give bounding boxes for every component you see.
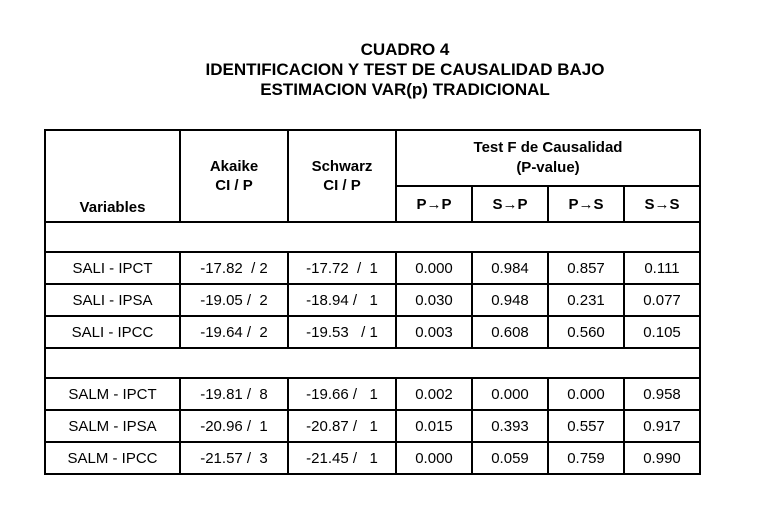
header-s-to-s: S→S bbox=[624, 186, 700, 222]
cell-akaike: -20.96 / 1 bbox=[180, 410, 288, 442]
cell-variable: SALI - IPSA bbox=[45, 284, 180, 316]
title-line-1: CUADRO 4 bbox=[360, 40, 450, 59]
header-variables: Variables bbox=[45, 130, 180, 222]
cell-ss: 0.990 bbox=[624, 442, 700, 474]
group-separator bbox=[45, 348, 700, 378]
cell-schwarz: -21.45 / 1 bbox=[288, 442, 396, 474]
cell-schwarz: -17.72 / 1 bbox=[288, 252, 396, 284]
header-akaike bbox=[180, 130, 288, 222]
cell-schwarz: -19.53 / 1 bbox=[288, 316, 396, 348]
header-akaike-name: Akaike bbox=[209, 158, 259, 175]
cell-variable: SALI - IPCC bbox=[45, 316, 180, 348]
cell-ss: 0.111 bbox=[624, 252, 700, 284]
table-row bbox=[45, 284, 700, 316]
cell-akaike: -19.05 / 2 bbox=[180, 284, 288, 316]
cell-sp: 0.000 bbox=[472, 378, 548, 410]
header-test-f-title: Test F de Causalidad bbox=[473, 139, 623, 156]
cell-variable: SALM - IPCT bbox=[45, 378, 180, 410]
cell-akaike: -17.82 / 2 bbox=[180, 252, 288, 284]
cell-akaike: -21.57 / 3 bbox=[180, 442, 288, 474]
title-line-2: IDENTIFICACION Y TEST DE CAUSALIDAD BAJO bbox=[205, 60, 605, 79]
cell-ps: 0.000 bbox=[548, 378, 624, 410]
cell-sp: 0.393 bbox=[472, 410, 548, 442]
title-line-3: ESTIMACION VAR(p) TRADICIONAL bbox=[260, 80, 550, 99]
header-p-to-p: P→P bbox=[396, 186, 472, 222]
cell-ps: 0.759 bbox=[548, 442, 624, 474]
cell-akaike: -19.81 / 8 bbox=[180, 378, 288, 410]
table-row bbox=[45, 378, 700, 410]
cell-ss: 0.917 bbox=[624, 410, 700, 442]
cell-sp: 0.984 bbox=[472, 252, 548, 284]
cell-sp: 0.948 bbox=[472, 284, 548, 316]
cell-ss: 0.958 bbox=[624, 378, 700, 410]
table-row bbox=[45, 442, 700, 474]
cell-sp: 0.059 bbox=[472, 442, 548, 474]
group-separator bbox=[45, 222, 700, 252]
cell-pp: 0.002 bbox=[396, 378, 472, 410]
cell-variable: SALM - IPSA bbox=[45, 410, 180, 442]
cell-variable: SALM - IPCC bbox=[45, 442, 180, 474]
cell-schwarz: -18.94 / 1 bbox=[288, 284, 396, 316]
cell-ps: 0.857 bbox=[548, 252, 624, 284]
cell-pp: 0.000 bbox=[396, 252, 472, 284]
cell-pp: 0.003 bbox=[396, 316, 472, 348]
cell-ps: 0.557 bbox=[548, 410, 624, 442]
header-schwarz-name: Schwarz bbox=[311, 158, 373, 175]
cell-ss: 0.105 bbox=[624, 316, 700, 348]
table-row bbox=[45, 410, 700, 442]
separator-cell bbox=[45, 222, 700, 252]
cell-pp: 0.030 bbox=[396, 284, 472, 316]
cell-ps: 0.560 bbox=[548, 316, 624, 348]
header-s-to-p: S→P bbox=[472, 186, 548, 222]
table-row bbox=[45, 252, 700, 284]
header-akaike-sub: CI / P bbox=[215, 177, 253, 194]
header-p-to-s: P→S bbox=[548, 186, 624, 222]
cell-pp: 0.015 bbox=[396, 410, 472, 442]
header-test-f-sub: (P-value) bbox=[516, 159, 580, 176]
cell-akaike: -19.64 / 2 bbox=[180, 316, 288, 348]
header-schwarz-sub: CI / P bbox=[323, 177, 361, 194]
separator-cell bbox=[45, 348, 700, 378]
table-row bbox=[45, 316, 700, 348]
cell-schwarz: -20.87 / 1 bbox=[288, 410, 396, 442]
cell-schwarz: -19.66 / 1 bbox=[288, 378, 396, 410]
cell-ss: 0.077 bbox=[624, 284, 700, 316]
causality-table bbox=[44, 129, 701, 475]
cell-variable: SALI - IPCT bbox=[45, 252, 180, 284]
cell-ps: 0.231 bbox=[548, 284, 624, 316]
header-test-f bbox=[396, 130, 700, 186]
document-title bbox=[0, 40, 775, 100]
cell-sp: 0.608 bbox=[472, 316, 548, 348]
cell-pp: 0.000 bbox=[396, 442, 472, 474]
header-schwarz bbox=[288, 130, 396, 222]
